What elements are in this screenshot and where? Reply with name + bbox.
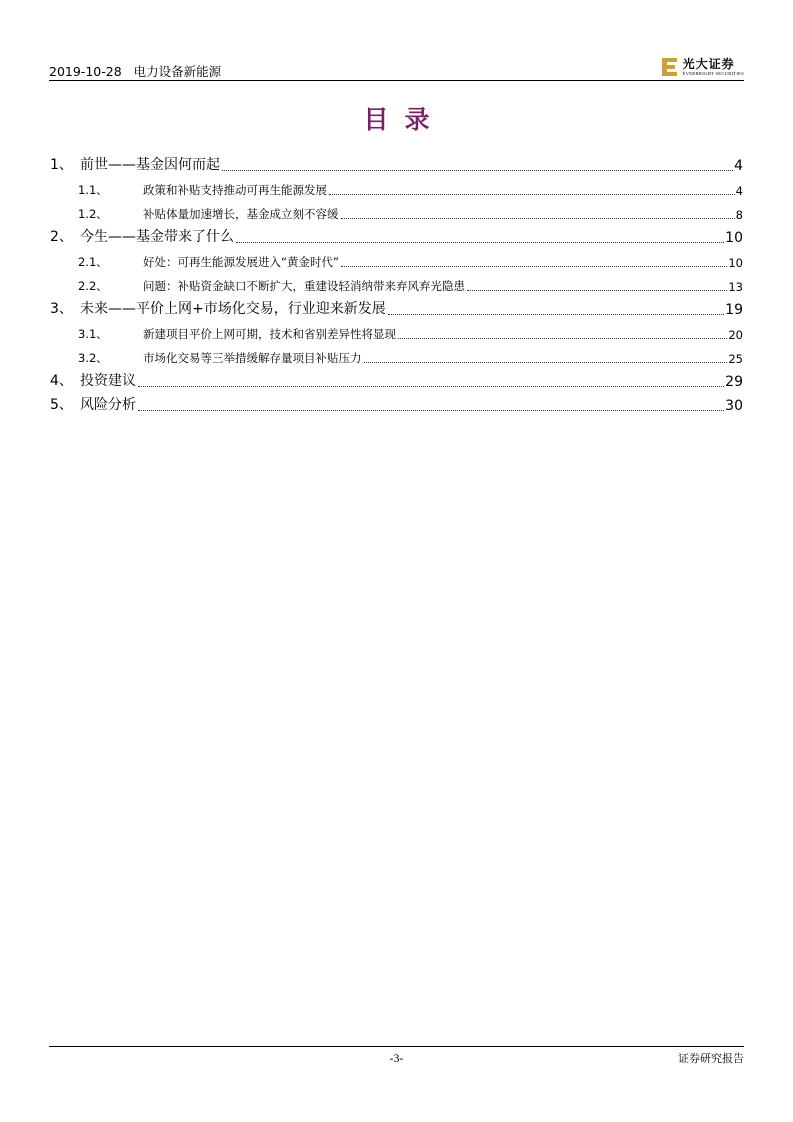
toc-entry-label: 问题：补贴资金缺口不断扩大，重建设轻消纳带来弃风弃光隐患 xyxy=(143,279,465,293)
toc-entry-page: 4 xyxy=(734,158,743,174)
toc-title: 目录 xyxy=(363,105,446,134)
table-of-contents xyxy=(50,150,743,414)
toc-leader xyxy=(341,265,727,267)
logo-chinese-name: 光大证券 xyxy=(682,56,735,71)
footer-divider xyxy=(49,1046,744,1047)
toc-entry-number: 3.1、 xyxy=(78,327,108,341)
document-type: 证券研究报告 xyxy=(678,1052,744,1065)
toc-entry[interactable] xyxy=(50,246,743,270)
toc-entry[interactable] xyxy=(50,174,743,198)
toc-entry[interactable] xyxy=(50,366,743,390)
report-date: 2019-10-28 xyxy=(49,64,122,79)
logo-english-name: EVERBRIGHT SECURITIES xyxy=(682,70,744,76)
toc-entry-label: 市场化交易等三举措缓解存量项目补贴压力 xyxy=(143,351,362,365)
toc-leader xyxy=(398,337,727,339)
toc-entry-page: 29 xyxy=(725,374,743,390)
toc-entry-page: 13 xyxy=(728,280,743,294)
toc-entry[interactable] xyxy=(50,294,743,318)
toc-entry-label: 风险分析 xyxy=(80,397,136,413)
toc-entry-label: 今生——基金带来了什么 xyxy=(80,229,234,245)
toc-entry-page: 10 xyxy=(725,230,743,246)
toc-entry-label: 投资建议 xyxy=(80,373,136,389)
toc-leader xyxy=(388,313,724,315)
toc-entry[interactable] xyxy=(50,198,743,222)
toc-leader xyxy=(341,217,735,219)
toc-leader xyxy=(138,385,724,387)
toc-entry-page: 10 xyxy=(728,256,743,270)
toc-entry-number: 3.2、 xyxy=(78,351,108,365)
toc-entry-number: 1、 xyxy=(50,157,73,173)
toc-entry-number: 2.2、 xyxy=(78,279,108,293)
report-category: 电力设备新能源 xyxy=(133,64,222,79)
toc-leader xyxy=(364,361,728,363)
toc-entry-number: 1.2、 xyxy=(78,207,108,221)
header-info xyxy=(49,62,221,80)
toc-entry-page: 20 xyxy=(728,328,743,342)
toc-leader xyxy=(222,169,733,171)
toc-entry-number: 2、 xyxy=(50,229,73,245)
toc-leader xyxy=(236,241,724,243)
toc-entry[interactable] xyxy=(50,150,743,174)
toc-entry-page: 25 xyxy=(728,352,743,366)
toc-entry[interactable] xyxy=(50,270,743,294)
everbright-logo-icon xyxy=(660,57,680,77)
toc-entry[interactable] xyxy=(50,318,743,342)
page-header xyxy=(49,56,744,78)
toc-entry-page: 8 xyxy=(735,208,743,222)
toc-entry-number: 2.1、 xyxy=(78,255,108,269)
toc-entry-label: 前世——基金因何而起 xyxy=(80,157,220,173)
toc-entry-number: 5、 xyxy=(50,397,73,413)
company-logo xyxy=(660,56,744,78)
toc-leader xyxy=(329,193,735,195)
toc-entry[interactable] xyxy=(50,222,743,246)
toc-entry-label: 好处：可再生能源发展进入“黄金时代” xyxy=(143,255,339,269)
toc-entry-page: 30 xyxy=(725,398,743,414)
toc-entry-number: 4、 xyxy=(50,373,73,389)
toc-entry-label: 补贴体量加速增长，基金成立刻不容缓 xyxy=(143,207,339,221)
toc-leader xyxy=(138,409,724,411)
toc-entry-page: 19 xyxy=(725,302,743,318)
toc-entry-label: 未来——平价上网+市场化交易，行业迎来新发展 xyxy=(80,301,386,317)
toc-entry-label: 政策和补贴支持推动可再生能源发展 xyxy=(143,183,327,197)
toc-entry[interactable] xyxy=(50,342,743,366)
toc-leader xyxy=(467,289,727,291)
toc-entry-page: 4 xyxy=(735,184,743,198)
toc-entry-number: 1.1、 xyxy=(78,183,108,197)
header-divider xyxy=(49,80,744,81)
toc-entry-label: 新建项目平价上网可期，技术和省别差异性将显现 xyxy=(143,327,396,341)
toc-entry-number: 3、 xyxy=(50,301,73,317)
page-number: -3- xyxy=(389,1051,404,1065)
toc-entry[interactable] xyxy=(50,390,743,414)
